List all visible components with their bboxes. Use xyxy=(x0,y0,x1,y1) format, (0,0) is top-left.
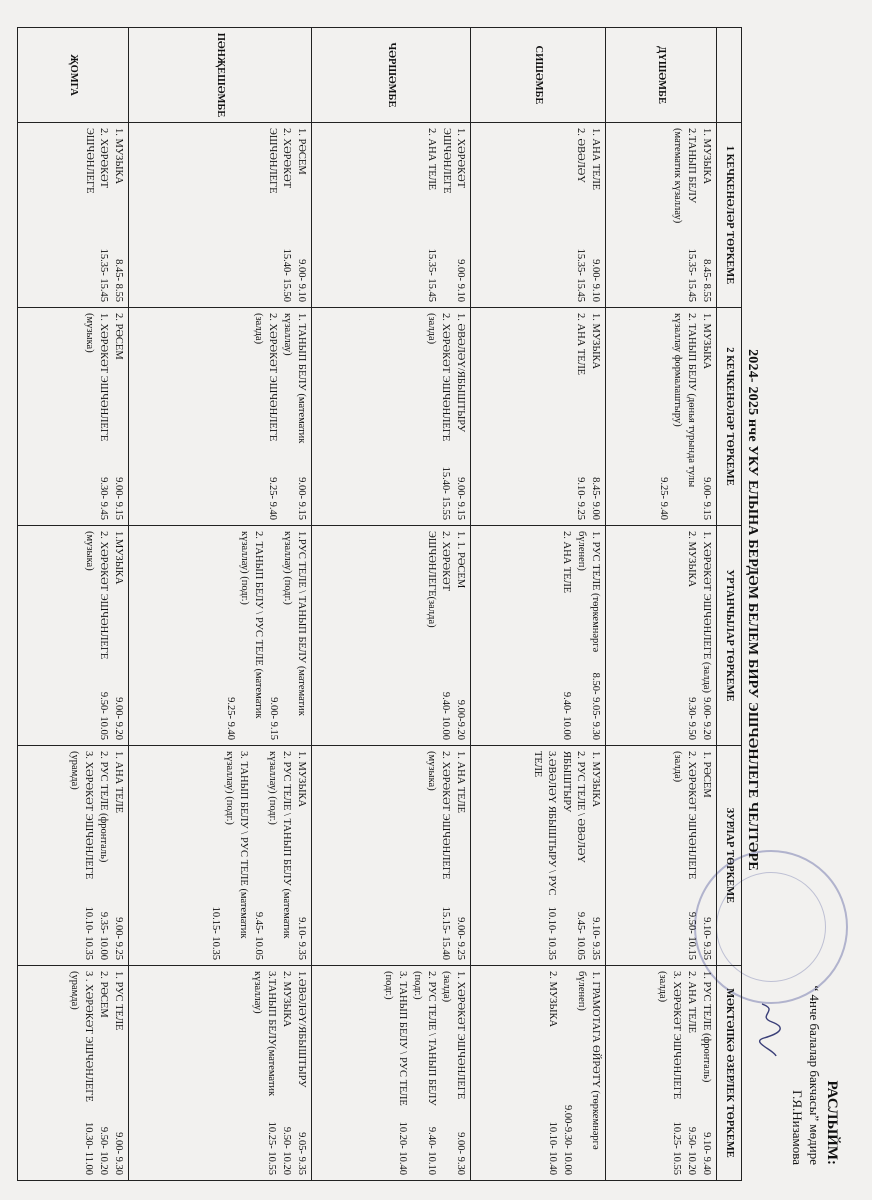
activity-time: 9.40- 10.10 xyxy=(425,1126,437,1175)
activity-time: 15.40- 15.50 xyxy=(280,248,292,302)
schedule-cell xyxy=(311,308,470,526)
activity-item xyxy=(111,971,125,1175)
activity-item xyxy=(250,971,278,1175)
schedule-cell xyxy=(129,526,311,746)
activity-time: 9.35- 10.00 xyxy=(98,911,110,960)
schedule-cell xyxy=(311,966,470,1181)
activity-item xyxy=(67,971,95,1175)
activity-name: 1. АНА ТЕЛЕ xyxy=(113,751,125,814)
activity-item xyxy=(588,313,602,520)
activity-time: 9.00-9.20 xyxy=(454,699,466,740)
activity-item xyxy=(530,751,558,960)
activity-name: 3.ТАНЫП БЕЛУ(математик күзаллау) xyxy=(251,971,277,1097)
column-header: ЗУРЛАР ТӨРКЕМЕ xyxy=(717,746,742,966)
activity-time: 10.25- 10.55 xyxy=(265,1121,277,1175)
day-label: ЧӘРШӘМБЕ xyxy=(311,28,470,123)
activity-item xyxy=(294,128,308,302)
schedule-cell xyxy=(605,526,716,746)
column-header: 1 КЕЧКЕНӘЛӘР ТӨРКЕМЕ xyxy=(717,123,742,308)
activity-item xyxy=(424,313,452,520)
activity-item xyxy=(424,751,452,960)
activity-name: 1. ХӘРӘКӘТ ЭШЧӘНЛЕГЕ (залда) xyxy=(440,971,466,1100)
activity-item xyxy=(545,971,559,1175)
activity-time: 9.50- 10.20 xyxy=(280,1126,292,1175)
activity-name: 3. ХӘРӘКӘТ ЭШЧӘНЛЕГЕ (залда) xyxy=(657,971,682,1100)
schedule-cell xyxy=(470,526,605,746)
activity-name: 1. 1. РӘСЕМ xyxy=(454,531,466,589)
activity-item xyxy=(699,313,713,520)
schedule-cell xyxy=(470,966,605,1181)
activity-name: 2. АНА ТЕЛЕ xyxy=(686,971,697,1034)
activity-time: 9.00- 9.20 xyxy=(701,697,712,740)
activity-item xyxy=(208,751,250,960)
activity-time: 9.00- 9.15 xyxy=(454,477,466,520)
schedule-cell xyxy=(605,123,716,308)
activity-name: 2. МУЗЫКА xyxy=(546,971,558,1028)
activity-name: 1. МУЗЫКА xyxy=(701,128,712,185)
activity-item xyxy=(699,971,713,1175)
activity-name: 1. РӘСЕМ xyxy=(701,751,712,798)
activity-item xyxy=(588,751,602,960)
activity-time: 9.00-9.30- 10.00 xyxy=(561,1105,573,1175)
activity-time: 9.00- 9.25 xyxy=(113,917,125,960)
activity-item xyxy=(439,128,467,302)
activity-item xyxy=(82,531,110,740)
schedule-cell xyxy=(129,746,311,966)
table-row xyxy=(470,28,605,1181)
activity-name: 3.ӘВӘЛӘҮ ЯБЫШТЫРУ \ РУС ТЕЛЕ xyxy=(531,751,557,896)
activity-item xyxy=(699,128,713,302)
activity-time: 9.00- 9.15 xyxy=(113,477,125,520)
activity-time: 9.50- 10.20 xyxy=(98,1126,110,1175)
activity-time: 9.50- 10.15 xyxy=(686,911,697,960)
activity-name: 1. АНА ТЕЛЕ xyxy=(454,751,466,814)
activity-item xyxy=(111,313,125,520)
activity-time: 10.25- 10.55 xyxy=(671,1121,682,1175)
activity-time: 9.50- 10.20 xyxy=(686,1126,697,1175)
activity-time: 9.45- 10.05 xyxy=(574,911,586,960)
activity-item xyxy=(559,531,573,740)
activity-name: 3. ТАНЫП БЕЛУ \ РУС ТЕЛЕ (математик күзаллау) (подг.) xyxy=(223,751,249,939)
activity-time: 10.10- 10.35 xyxy=(83,906,95,960)
activity-time: 9.00- 9.20 xyxy=(113,697,125,740)
approval-director-name: Г.Я.Низамова xyxy=(790,1090,805,1165)
activity-time: 10.20- 10.40 xyxy=(396,1121,408,1175)
activity-item xyxy=(265,128,293,302)
activity-name: 1. ХӘРӘКӘТ ЭШЧӘНЛЕГЕ (музыка) xyxy=(84,313,110,442)
activity-name: 2. ХӘРӘКӘТ ЭШЧӘНЛЕГЕ (музыка) xyxy=(425,751,451,880)
activity-name: 3. ТАНЫП БЕЛУ \ РУС ТЕЛЕ (подг.) xyxy=(382,971,408,1106)
activity-name: 1. МУЗЫКА xyxy=(589,751,601,808)
activity-time: 15.35- 15.45 xyxy=(686,248,697,302)
schedule-cell xyxy=(470,123,605,308)
activity-item xyxy=(223,531,265,740)
activity-time: 9.45- 10.05 xyxy=(252,911,264,960)
activity-name: 2. ХӘРӘКӘТ ЭШЧӘНЛЕГЕ (залда) xyxy=(252,313,278,442)
column-header: УРТАНЧЫЛАР ТӨРКЕМЕ xyxy=(717,526,742,746)
activity-name: 2. ХӘРӘКӘТ ЭШЧӘНЛЕГЕ xyxy=(266,128,292,194)
schedule-cell xyxy=(470,746,605,966)
activity-item xyxy=(439,971,467,1175)
activity-name: 1.РУС ТЕЛЕ \ ТАНЫП БЕЛУ (математик күзаллау) (подг.) xyxy=(281,531,307,716)
activity-name: 1. АНА ТЕЛЕ xyxy=(589,128,601,191)
activity-time: 8.50- 9.05- 9.30 xyxy=(589,672,601,740)
activity-time: 9.00- 9.10 xyxy=(295,259,307,302)
activity-time: 9.30- 9.45 xyxy=(98,477,110,520)
schedule-cell xyxy=(18,526,129,746)
activity-name: 1. РӘСЕМ xyxy=(295,128,307,175)
activity-item xyxy=(559,751,587,960)
table-row xyxy=(18,28,129,1181)
activity-time: 8.45- 9.00 xyxy=(589,477,601,520)
activity-item xyxy=(294,751,308,960)
activity-item xyxy=(424,128,438,302)
activity-item xyxy=(251,751,293,960)
schedule-cell xyxy=(311,123,470,308)
activity-time: 9.00- 9.10 xyxy=(454,259,466,302)
activity-item xyxy=(410,971,438,1175)
activity-item xyxy=(573,313,587,520)
activity-time: 9.00- 9.15 xyxy=(267,697,279,740)
activity-item xyxy=(424,531,452,740)
activity-name: 1.ӘВӘЛӘҮ/ЯБЫШТЫРУ xyxy=(295,971,307,1088)
document-title: 2024- 2025 нче УКУ ЕЛЫНА БЕРДӘМ БЕЛЕМ БИРУ ЭШЧӘНЛЕГЕ ЧЕЛТӘРЕ xyxy=(745,349,760,871)
table-row xyxy=(311,28,470,1181)
activity-time: 9.10- 9.40 xyxy=(701,1132,712,1175)
approval-org-line: “ 4нче балалар бакчасы” мөдире xyxy=(807,985,822,1165)
activity-name: 1. ГРАМОТАГА ӨЙРӘТҮ (төркемнәргә бүленеп) xyxy=(575,971,601,1150)
activity-name: 2. РУС ТЕЛЕ \ ТАНЫП БЕЛУ (математик күзаллау) (подг.) xyxy=(266,751,292,939)
table-row xyxy=(129,28,311,1181)
activity-name: 2. МУЗЫКА xyxy=(280,971,292,1028)
activity-item xyxy=(573,128,587,302)
schedule-cell xyxy=(18,308,129,526)
activity-time: 9.25- 9.40 xyxy=(658,477,669,520)
activity-time: 9.25- 9.40 xyxy=(266,477,278,520)
table-row xyxy=(605,28,716,1181)
activity-item xyxy=(280,313,308,520)
schedule-cell xyxy=(129,308,311,526)
activity-time: 9.40- 10.00 xyxy=(439,691,451,740)
activity-name: 2. ӘВӘЛӘҮ xyxy=(574,128,586,183)
activity-time: 9.05- 9.35 xyxy=(295,1132,307,1175)
approval-block xyxy=(789,935,840,1165)
activity-item xyxy=(82,313,110,520)
approval-title: РАСЛЫЙМ: xyxy=(824,1080,840,1165)
activity-name: 2. РУС ТЕЛЕ \ ӘВӘЛӘҮ ЯБЫШТЫРУ xyxy=(560,751,586,863)
activity-time: 9.10- 9.35 xyxy=(701,917,712,960)
activity-time: 9.10- 9.35 xyxy=(295,917,307,960)
day-label: ДҮШӘМБЕ xyxy=(605,28,716,123)
schedule-body xyxy=(18,28,717,1181)
activity-item xyxy=(574,531,602,740)
activity-name: 1. МУЗЫКА xyxy=(701,313,712,370)
schedule-cell xyxy=(18,746,129,966)
activity-name: 1. МУЗЫКА xyxy=(295,751,307,808)
schedule-cell xyxy=(18,123,129,308)
activity-item xyxy=(82,128,110,302)
schedule-cell xyxy=(605,966,716,1181)
activity-name: 1. РУС ТЕЛЕ xyxy=(113,971,125,1031)
activity-item xyxy=(111,531,125,740)
day-label: СИШӘМБЕ xyxy=(470,28,605,123)
column-header: МӘКТӘПКӘ ӘЗЕРЛЕК ТӨРКЕМЕ xyxy=(717,966,742,1181)
day-label: ПӘНҖЕШӘМБЕ xyxy=(129,28,311,123)
activity-item xyxy=(560,971,602,1175)
schedule-table xyxy=(17,27,742,1181)
activity-name: 2. ХӘРӘКӘТ ЭШЧӘНЛЕГЕ xyxy=(84,128,110,194)
activity-time: 15.35- 15.45 xyxy=(425,248,437,302)
activity-item xyxy=(96,751,110,960)
activity-time: 10.10- 10.35 xyxy=(545,906,557,960)
activity-name: 1. ӘВӘЛӘҮ/ЯБЫШТЫРУ xyxy=(454,313,466,433)
activity-time: 15.35- 15.45 xyxy=(98,248,110,302)
activity-time: 8.45- 8.55 xyxy=(113,259,125,302)
activity-item xyxy=(453,313,467,520)
schedule-cell xyxy=(311,526,470,746)
activity-item xyxy=(670,128,698,302)
schedule-cell xyxy=(605,308,716,526)
activity-time: 9.00- 9.15 xyxy=(295,477,307,520)
activity-name: 2. РӘСЕМ xyxy=(98,971,110,1018)
activity-name: 1. МУЗЫКА xyxy=(589,313,601,370)
activity-item xyxy=(656,313,698,520)
activity-item xyxy=(111,751,125,960)
activity-time: 10.15- 10.35 xyxy=(209,906,221,960)
activity-item xyxy=(699,531,713,740)
activity-name: 2. ТАНЫП БЕЛУ \ РУС ТЕЛЕ (математик күзаллау) (подг.) xyxy=(238,531,264,719)
activity-time: 10.30- 11.00 xyxy=(83,1122,95,1175)
activity-item xyxy=(699,751,713,960)
activity-item xyxy=(266,531,308,740)
activity-item xyxy=(381,971,409,1175)
activity-item xyxy=(453,751,467,960)
schedule-cell xyxy=(470,308,605,526)
activity-item xyxy=(453,531,467,740)
activity-name: 3 . ХӘРӘКӘТ ЭШЧӘНЛЕГЕ (урамда) xyxy=(69,971,95,1102)
activity-time: 9.10- 9.35 xyxy=(589,917,601,960)
activity-name: 1. ТАНЫП БЕЛУ (математик күзаллау) xyxy=(281,313,307,444)
activity-item xyxy=(67,751,95,960)
activity-time: 9.00- 9.30 xyxy=(454,1132,466,1175)
activity-name: 2. АНА ТЕЛЕ xyxy=(574,313,586,376)
activity-item xyxy=(251,313,279,520)
activity-name: 2. РӘСЕМ xyxy=(113,313,125,360)
activity-name: 2. РУС ТЕЛЕ (фронталь) xyxy=(98,751,110,863)
activity-name: 1. РУС ТЕЛЕ (төркемнәргә бүленеп) xyxy=(575,531,601,653)
activity-name: 3. ХӘРӘКӘТ ЭШЧӘНЛЕГЕ (урамда) xyxy=(69,751,95,880)
activity-name: 1. ХӘРӘКӘТ ЭШЧӘНЛЕГЕ xyxy=(440,128,466,194)
activity-time: 9.10- 9.25 xyxy=(574,477,586,520)
activity-name: 2. ХӘРӘКӘТ ЭШЧӘНЛЕГЕ (музыка) xyxy=(84,531,110,660)
activity-item xyxy=(294,971,308,1175)
activity-name: 2. ХӘРӘКӘТ ЭШЧӘНЛЕГЕ (залда) xyxy=(425,313,451,442)
activity-time: 10.10- 10.40 xyxy=(546,1121,558,1175)
activity-time: 9.00- 9.25 xyxy=(454,917,466,960)
activity-time: 15.15- 15.40 xyxy=(439,906,451,960)
activity-name: 1. РУС ТЕЛЕ (фронталь) xyxy=(701,971,712,1083)
activity-name: 2. ТАНЫП БЕЛУ (дөнья турында тулы күзаллау формалаштыру) xyxy=(672,313,697,488)
activity-time: 9.40- 10.00 xyxy=(560,691,572,740)
activity-time: 9.00- 9.15 xyxy=(701,477,712,520)
day-label: ҖОМГА xyxy=(18,28,129,123)
activity-time: 15.40- 15.55 xyxy=(439,466,451,520)
schedule-cell xyxy=(129,966,311,1181)
activity-time: 9.00- 9.10 xyxy=(589,259,601,302)
activity-item xyxy=(111,128,125,302)
activity-time: 9.50- 10.05 xyxy=(98,691,110,740)
column-header: 2 КЕЧКЕНӘЛӘР ТӨРКЕМЕ xyxy=(717,308,742,526)
activity-name: 2. РУС ТЕЛЕ \ ТАНЫП БЕЛУ (подг.) xyxy=(411,971,437,1106)
activity-item xyxy=(655,971,683,1175)
schedule-cell xyxy=(18,966,129,1181)
director-signature xyxy=(754,1000,784,1060)
activity-name: 2.ТАНЫП БЕЛУ (математик күзаллау) xyxy=(672,128,697,224)
activity-item xyxy=(96,971,110,1175)
activity-time: 9.30- 9.50 xyxy=(686,697,697,740)
activity-item xyxy=(684,971,698,1175)
activity-item xyxy=(670,751,698,960)
activity-name: 2. АНА ТЕЛЕ xyxy=(425,128,437,191)
activity-item xyxy=(588,128,602,302)
column-header xyxy=(717,28,742,123)
schedule-cell xyxy=(129,123,311,308)
activity-time: 9.00- 9.30 xyxy=(113,1132,125,1175)
activity-time: 15.35- 15.45 xyxy=(574,248,586,302)
activity-item xyxy=(684,531,698,740)
table-header-row xyxy=(717,28,742,1181)
activity-time: 8.45- 8.55 xyxy=(701,259,712,302)
activity-name: 2. ХӘРӘКӘТ ЭШЧӘНЛЕГЕ(залда) xyxy=(425,531,451,628)
activity-name: 2. ХӘРӘКӘТ ЭШЧӘНЛЕГЕ (залда) xyxy=(672,751,697,880)
activity-name: 1.МУЗЫКА xyxy=(113,531,125,585)
schedule-cell xyxy=(311,746,470,966)
activity-name: 1. ХӘРӘКӘТ ЭШЧӘНЛЕГЕ (залда) xyxy=(701,531,712,694)
activity-name: 1. МУЗЫКА xyxy=(113,128,125,185)
activity-name: 2. АНА ТЕЛЕ xyxy=(560,531,572,594)
activity-time: 9.25- 9.40 xyxy=(224,697,236,740)
activity-item xyxy=(279,971,293,1175)
activity-name: 2. МУЗЫКА xyxy=(686,531,697,588)
schedule-cell xyxy=(605,746,716,966)
